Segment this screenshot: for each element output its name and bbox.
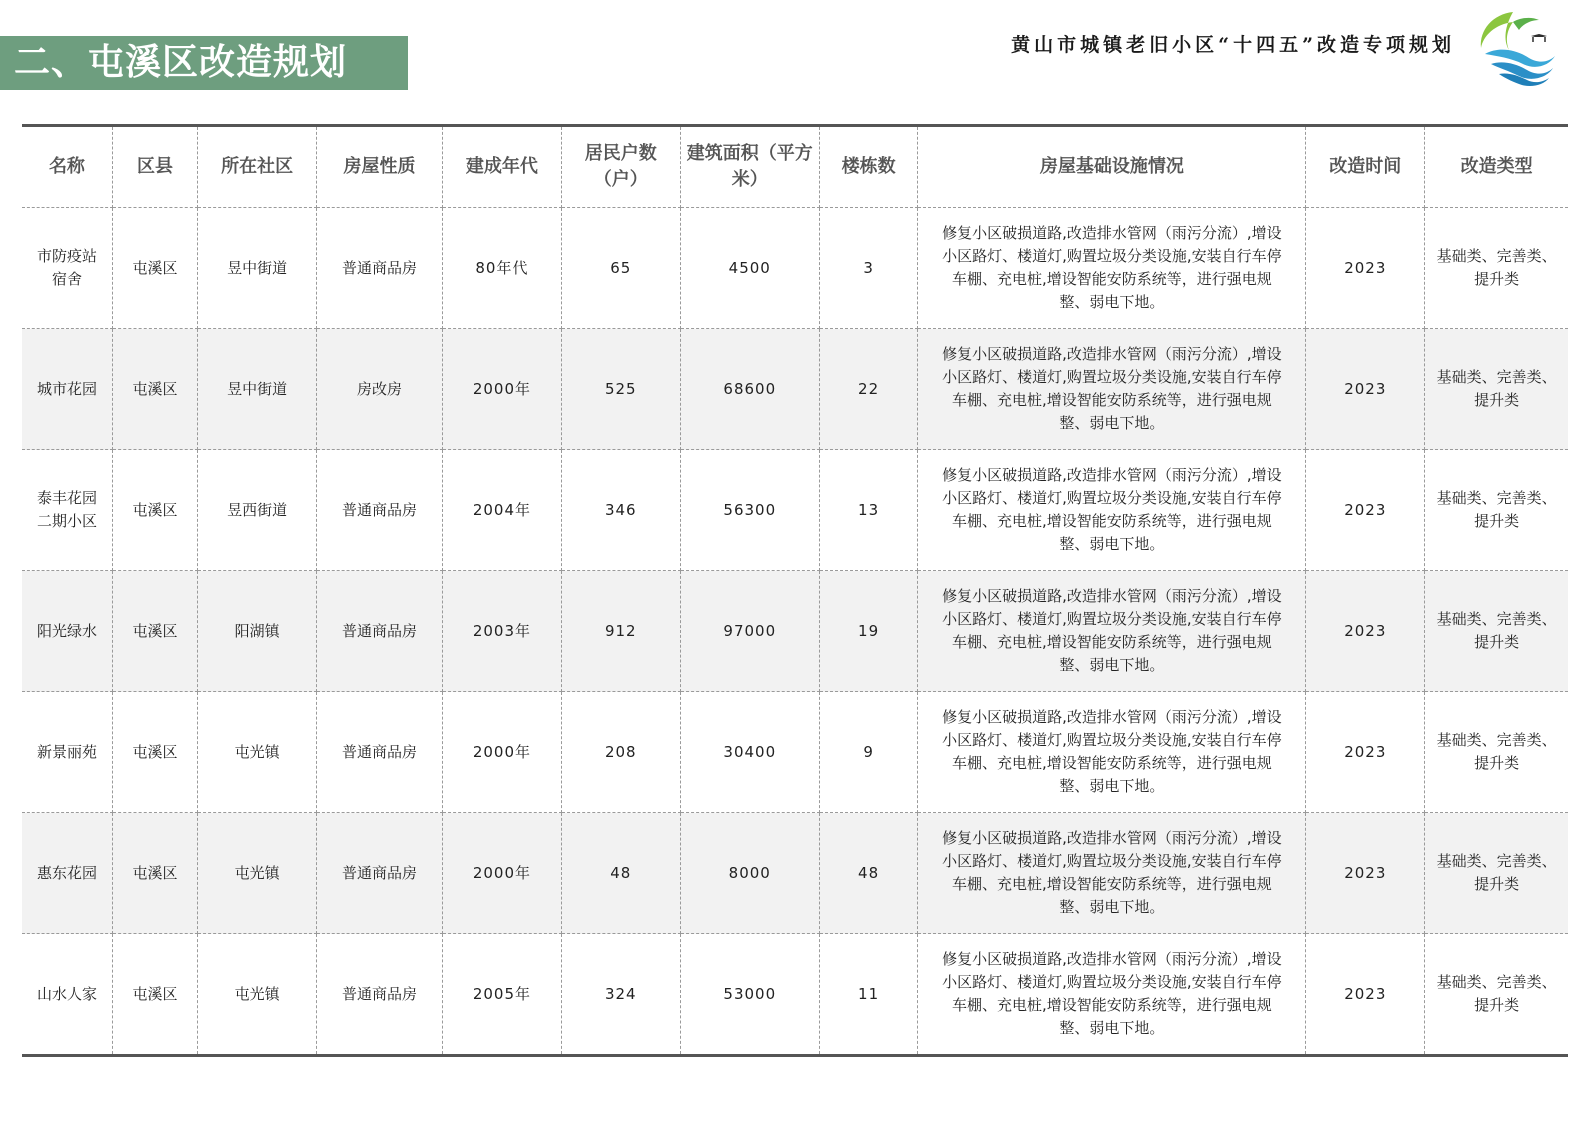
- cell-housing-type: 普通商品房: [317, 813, 443, 934]
- cell-renovation-type: 基础类、完善类、提升类: [1425, 813, 1568, 934]
- cell-infrastructure: 修复小区破损道路,改造排水管网（雨污分流）,增设小区路灯、楼道灯,购置垃圾分类设施,安装自行车停车棚、充电桩,增设智能安防系统等，进行强电规整、弱电下地。: [918, 813, 1306, 934]
- table-row: [22, 571, 1568, 692]
- header-building-count: 楼栋数: [819, 126, 918, 208]
- cell-renovation-time: 2023: [1306, 934, 1425, 1056]
- header-name: 名称: [22, 126, 112, 208]
- cell-floor-area: 8000: [680, 813, 819, 934]
- document-title: 黄山市城镇老旧小区“十四五”改造专项规划: [1011, 34, 1455, 56]
- cell-name: 泰丰花园二期小区: [22, 450, 112, 571]
- table-row: [22, 934, 1568, 1056]
- cell-name: 城市花园: [22, 329, 112, 450]
- header-renovation-time: 改造时间: [1306, 126, 1425, 208]
- cell-infrastructure: 修复小区破损道路,改造排水管网（雨污分流）,增设小区路灯、楼道灯,购置垃圾分类设施,安装自行车停车棚、充电桩,增设智能安防系统等，进行强电规整、弱电下地。: [918, 208, 1306, 329]
- table-row: [22, 450, 1568, 571]
- table-row: [22, 692, 1568, 813]
- cell-name: 惠东花园: [22, 813, 112, 934]
- cell-name: 市防疫站宿舍: [22, 208, 112, 329]
- header-build-era: 建成年代: [443, 126, 562, 208]
- section-title: 二、屯溪区改造规划: [0, 36, 408, 90]
- cell-community: 昱中街道: [198, 329, 317, 450]
- cell-building-count: 9: [819, 692, 918, 813]
- cell-renovation-type: 基础类、完善类、提升类: [1425, 329, 1568, 450]
- cell-households: 208: [561, 692, 680, 813]
- cell-floor-area: 30400: [680, 692, 819, 813]
- cell-floor-area: 4500: [680, 208, 819, 329]
- cell-households: 48: [561, 813, 680, 934]
- cell-floor-area: 53000: [680, 934, 819, 1056]
- cell-district: 屯溪区: [112, 934, 197, 1056]
- cell-name: 山水人家: [22, 934, 112, 1056]
- cell-name: 新景丽苑: [22, 692, 112, 813]
- header-district: 区县: [112, 126, 197, 208]
- cell-infrastructure: 修复小区破损道路,改造排水管网（雨污分流）,增设小区路灯、楼道灯,购置垃圾分类设施,安装自行车停车棚、充电桩,增设智能安防系统等，进行强电规整、弱电下地。: [918, 571, 1306, 692]
- cell-building-count: 3: [819, 208, 918, 329]
- cell-renovation-type: 基础类、完善类、提升类: [1425, 571, 1568, 692]
- cell-housing-type: 普通商品房: [317, 692, 443, 813]
- cell-building-count: 22: [819, 329, 918, 450]
- cell-district: 屯溪区: [112, 329, 197, 450]
- header-floor-area: 建筑面积（平方米）: [680, 126, 819, 208]
- renovation-table: [22, 124, 1568, 1057]
- cell-renovation-time: 2023: [1306, 692, 1425, 813]
- cell-community: 昱中街道: [198, 208, 317, 329]
- cell-renovation-time: 2023: [1306, 450, 1425, 571]
- cell-renovation-type: 基础类、完善类、提升类: [1425, 450, 1568, 571]
- cell-community: 屯光镇: [198, 934, 317, 1056]
- cell-build-era: 2005年: [443, 934, 562, 1056]
- cell-households: 346: [561, 450, 680, 571]
- cell-build-era: 2004年: [443, 450, 562, 571]
- cell-district: 屯溪区: [112, 813, 197, 934]
- cell-community: 屯光镇: [198, 692, 317, 813]
- cell-housing-type: 普通商品房: [317, 571, 443, 692]
- cell-renovation-time: 2023: [1306, 571, 1425, 692]
- cell-floor-area: 56300: [680, 450, 819, 571]
- header-households: 居民户数（户）: [561, 126, 680, 208]
- cell-community: 屯光镇: [198, 813, 317, 934]
- cell-housing-type: 房改房: [317, 329, 443, 450]
- cell-district: 屯溪区: [112, 450, 197, 571]
- cell-infrastructure: 修复小区破损道路,改造排水管网（雨污分流）,增设小区路灯、楼道灯,购置垃圾分类设施,安装自行车停车棚、充电桩,增设智能安防系统等，进行强电规整、弱电下地。: [918, 692, 1306, 813]
- cell-community: 阳湖镇: [198, 571, 317, 692]
- header-renovation-type: 改造类型: [1425, 126, 1568, 208]
- cell-build-era: 80年代: [443, 208, 562, 329]
- cell-floor-area: 97000: [680, 571, 819, 692]
- cell-name: 阳光绿水: [22, 571, 112, 692]
- cell-housing-type: 普通商品房: [317, 934, 443, 1056]
- cell-renovation-type: 基础类、完善类、提升类: [1425, 692, 1568, 813]
- cell-households: 65: [561, 208, 680, 329]
- cell-building-count: 13: [819, 450, 918, 571]
- cell-housing-type: 普通商品房: [317, 450, 443, 571]
- cell-district: 屯溪区: [112, 571, 197, 692]
- cell-building-count: 48: [819, 813, 918, 934]
- cell-building-count: 19: [819, 571, 918, 692]
- cell-building-count: 11: [819, 934, 918, 1056]
- table-row: [22, 329, 1568, 450]
- header-community: 所在社区: [198, 126, 317, 208]
- cell-build-era: 2000年: [443, 813, 562, 934]
- cell-renovation-time: 2023: [1306, 329, 1425, 450]
- cell-households: 912: [561, 571, 680, 692]
- cell-renovation-time: 2023: [1306, 208, 1425, 329]
- table-row: [22, 208, 1568, 329]
- cell-build-era: 2000年: [443, 692, 562, 813]
- cell-households: 324: [561, 934, 680, 1056]
- cell-renovation-type: 基础类、完善类、提升类: [1425, 208, 1568, 329]
- cell-build-era: 2003年: [443, 571, 562, 692]
- cell-floor-area: 68600: [680, 329, 819, 450]
- cell-infrastructure: 修复小区破损道路,改造排水管网（雨污分流）,增设小区路灯、楼道灯,购置垃圾分类设施,安装自行车停车棚、充电桩,增设智能安防系统等，进行强电规整、弱电下地。: [918, 934, 1306, 1056]
- huangshan-logo-icon: [1473, 6, 1559, 86]
- table-row: [22, 813, 1568, 934]
- cell-district: 屯溪区: [112, 692, 197, 813]
- table-header-row: [22, 126, 1568, 208]
- cell-renovation-time: 2023: [1306, 813, 1425, 934]
- cell-community: 昱西街道: [198, 450, 317, 571]
- cell-build-era: 2000年: [443, 329, 562, 450]
- cell-infrastructure: 修复小区破损道路,改造排水管网（雨污分流）,增设小区路灯、楼道灯,购置垃圾分类设施,安装自行车停车棚、充电桩,增设智能安防系统等，进行强电规整、弱电下地。: [918, 329, 1306, 450]
- header-housing-type: 房屋性质: [317, 126, 443, 208]
- cell-renovation-type: 基础类、完善类、提升类: [1425, 934, 1568, 1056]
- cell-district: 屯溪区: [112, 208, 197, 329]
- header-infrastructure: 房屋基础设施情况: [918, 126, 1306, 208]
- cell-infrastructure: 修复小区破损道路,改造排水管网（雨污分流）,增设小区路灯、楼道灯,购置垃圾分类设施,安装自行车停车棚、充电桩,增设智能安防系统等，进行强电规整、弱电下地。: [918, 450, 1306, 571]
- cell-housing-type: 普通商品房: [317, 208, 443, 329]
- cell-households: 525: [561, 329, 680, 450]
